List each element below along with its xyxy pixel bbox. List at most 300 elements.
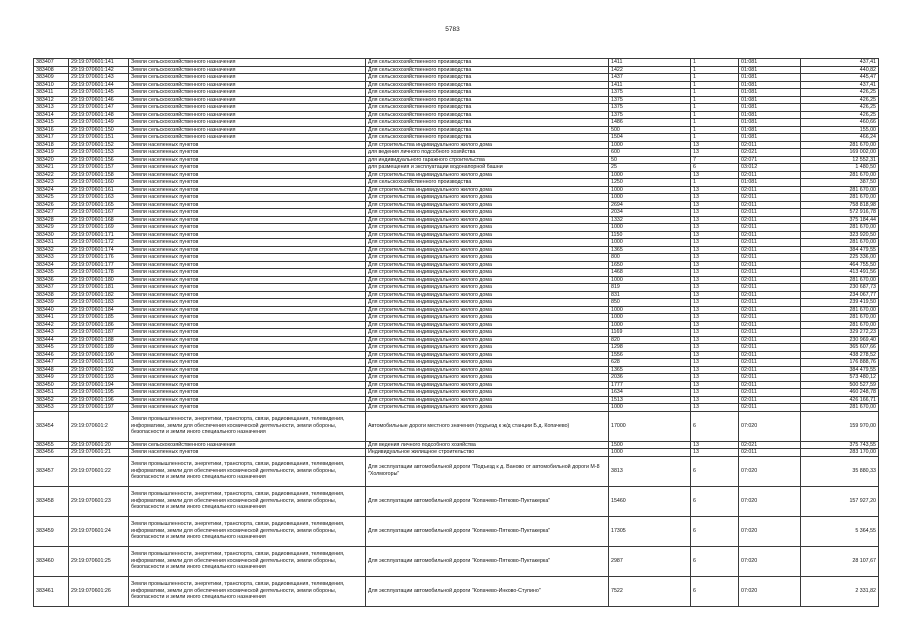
cell-area: 1298 [609, 344, 691, 352]
cell-area: 800 [609, 254, 691, 262]
cell-permitted-use: Для ведения личного подсобного хозяйства [366, 441, 609, 449]
cell-code: 02:071 [739, 156, 801, 164]
cell-value: 437,41 [801, 81, 879, 89]
cell-code: 02:011 [739, 404, 801, 412]
cell-value: 384 479,55 [801, 366, 879, 374]
cell-code: 07:020 [739, 516, 801, 546]
cell-group: 13 [691, 254, 739, 262]
cell-value: 155,00 [801, 126, 879, 134]
cell-land-category: Земли населенных пунктов [129, 381, 366, 389]
cell-value: 384 479,55 [801, 246, 879, 254]
cell-permitted-use: для ведения личного подсобного хозяйства [366, 149, 609, 157]
cell-permitted-use: Для сельскохозяйственного производства [366, 81, 609, 89]
cell-cadastral-number: 29:19:070601:195 [69, 389, 129, 397]
cell-group: 1 [691, 111, 739, 119]
cell-land-category: Земли сельскохозяйственного назначения [129, 111, 366, 119]
cell-area: 600 [609, 149, 691, 157]
cell-code: 02:011 [739, 389, 801, 397]
cell-land-category: Земли сельскохозяйственного назначения [129, 66, 366, 74]
cell-id: 383423 [34, 179, 69, 187]
cell-land-category: Земли населенных пунктов [129, 231, 366, 239]
cell-code: 02:011 [739, 201, 801, 209]
cell-id: 383411 [34, 89, 69, 97]
cell-group: 13 [691, 209, 739, 217]
cell-area: 1000 [609, 224, 691, 232]
cell-code: 07:020 [739, 411, 801, 441]
cell-code: 02:011 [739, 284, 801, 292]
cell-code: 07:020 [739, 486, 801, 516]
cell-value: 281 670,00 [801, 194, 879, 202]
cell-land-category: Земли населенных пунктов [129, 336, 366, 344]
table-row [34, 329, 879, 337]
cell-cadastral-number: 29:19:070601:142 [69, 66, 129, 74]
cell-cadastral-number: 29:19:070601:153 [69, 149, 129, 157]
cell-code: 02:011 [739, 449, 801, 457]
cell-id: 383448 [34, 366, 69, 374]
cell-value: 426,25 [801, 111, 879, 119]
cell-area: 1375 [609, 89, 691, 97]
cell-cadastral-number: 29:19:070601:156 [69, 156, 129, 164]
cell-area: 500 [609, 126, 691, 134]
cell-permitted-use: Для строительства индивидуального жилого дома [366, 201, 609, 209]
cell-area: 1000 [609, 321, 691, 329]
cell-id: 383450 [34, 381, 69, 389]
cell-value: 464 755,50 [801, 261, 879, 269]
cell-group: 13 [691, 291, 739, 299]
cell-code: 01:081 [739, 66, 801, 74]
cell-land-category: Земли сельскохозяйственного назначения [129, 126, 366, 134]
cell-cadastral-number: 29:19:070601:197 [69, 404, 129, 412]
cell-id: 383433 [34, 254, 69, 262]
table-row [34, 576, 879, 606]
cell-land-category: Земли населенных пунктов [129, 171, 366, 179]
cell-area: 1375 [609, 104, 691, 112]
cell-group: 1 [691, 104, 739, 112]
cell-value: 572 916,78 [801, 209, 879, 217]
cell-code: 02:011 [739, 344, 801, 352]
cell-id: 383441 [34, 314, 69, 322]
table-row [34, 74, 879, 82]
cell-cadastral-number: 29:19:070601:172 [69, 239, 129, 247]
cell-permitted-use: Для строительства индивидуального жилого дома [366, 299, 609, 307]
cell-group: 6 [691, 456, 739, 486]
cell-area: 1365 [609, 366, 691, 374]
table-row [34, 89, 879, 97]
cell-id: 383418 [34, 141, 69, 149]
cell-area: 1250 [609, 179, 691, 187]
cell-value: 426,25 [801, 96, 879, 104]
cell-value: 281 670,00 [801, 141, 879, 149]
cell-value: 375 184,44 [801, 216, 879, 224]
cell-value: 281 670,00 [801, 239, 879, 247]
table-row [34, 314, 879, 322]
cell-permitted-use: для размещения и эксплуатации водонапорной башни [366, 164, 609, 172]
table-row [34, 359, 879, 367]
cell-value: 1 480,50 [801, 164, 879, 172]
cell-permitted-use: Для строительства индивидуального жилого дома [366, 239, 609, 247]
cell-permitted-use: Для строительства индивидуального жилого дома [366, 246, 609, 254]
cell-id: 383457 [34, 456, 69, 486]
cell-cadastral-number: 29:19:070601:165 [69, 201, 129, 209]
cell-land-category: Земли населенных пунктов [129, 299, 366, 307]
cell-cadastral-number: 29:19:070601:141 [69, 59, 129, 67]
cell-value: 239 419,50 [801, 299, 879, 307]
cell-value: 5 364,55 [801, 516, 879, 546]
cell-area: 7522 [609, 576, 691, 606]
cell-value: 176 888,76 [801, 359, 879, 367]
cell-id: 383458 [34, 486, 69, 516]
cell-code: 02:011 [739, 254, 801, 262]
table-row [34, 239, 879, 247]
table-row [34, 299, 879, 307]
cell-code: 01:081 [739, 179, 801, 187]
cell-code: 02:011 [739, 216, 801, 224]
cell-group: 13 [691, 261, 739, 269]
cell-group: 1 [691, 179, 739, 187]
cell-permitted-use: Для сельскохозяйственного производства [366, 126, 609, 134]
cell-area: 2694 [609, 201, 691, 209]
cell-cadastral-number: 29:19:070601:152 [69, 141, 129, 149]
table-row [34, 96, 879, 104]
cell-permitted-use: Для сельскохозяйственного производства [366, 96, 609, 104]
cell-land-category: Земли промышленности, энергетики, транспорта, связи, радиовещания, телевидения, информатики, земли для обеспечения космической деятельности, земли обороны, безопасности и земли иного специального назначения [129, 411, 366, 441]
cell-land-category: Земли населенных пунктов [129, 254, 366, 262]
cell-land-category: Земли населенных пунктов [129, 396, 366, 404]
table-row [34, 216, 879, 224]
cell-area: 1437 [609, 74, 691, 82]
cell-id: 383428 [34, 216, 69, 224]
cell-group: 1 [691, 59, 739, 67]
cell-group: 13 [691, 449, 739, 457]
table-row [34, 111, 879, 119]
cell-value: 437,41 [801, 59, 879, 67]
cell-value: 323 920,50 [801, 231, 879, 239]
cell-value: 283 170,00 [801, 449, 879, 457]
cell-code: 01:081 [739, 119, 801, 127]
cell-group: 13 [691, 381, 739, 389]
cell-code: 01:081 [739, 134, 801, 142]
cell-code: 02:011 [739, 351, 801, 359]
cell-area: 1332 [609, 216, 691, 224]
cell-group: 13 [691, 299, 739, 307]
cell-area: 1000 [609, 404, 691, 412]
cell-land-category: Земли населенных пунктов [129, 306, 366, 314]
cell-id: 383431 [34, 239, 69, 247]
cell-cadastral-number: 29:19:070601:167 [69, 209, 129, 217]
cell-permitted-use: Для строительства индивидуального жилого дома [366, 231, 609, 239]
cell-cadastral-number: 29:19:070601:193 [69, 374, 129, 382]
cell-group: 13 [691, 404, 739, 412]
cell-area: 25 [609, 164, 691, 172]
cell-value: 281 670,00 [801, 171, 879, 179]
cell-cadastral-number: 29:19:070601:186 [69, 321, 129, 329]
cell-group: 13 [691, 336, 739, 344]
cell-permitted-use: Для строительства индивидуального жилого дома [366, 186, 609, 194]
cell-cadastral-number: 29:19:070601:182 [69, 291, 129, 299]
cell-id: 383437 [34, 284, 69, 292]
table-row [34, 246, 879, 254]
cell-land-category: Земли населенных пунктов [129, 374, 366, 382]
cell-id: 383453 [34, 404, 69, 412]
table-row [34, 179, 879, 187]
cell-group: 13 [691, 224, 739, 232]
cell-land-category: Земли населенных пунктов [129, 389, 366, 397]
table-row [34, 336, 879, 344]
cell-id: 383434 [34, 261, 69, 269]
cell-id: 383454 [34, 411, 69, 441]
cell-permitted-use: Для строительства индивидуального жилого дома [366, 171, 609, 179]
cell-group: 1 [691, 66, 739, 74]
cell-value: 234 067,77 [801, 291, 879, 299]
cell-code: 01:081 [739, 126, 801, 134]
cell-id: 383413 [34, 104, 69, 112]
cell-cadastral-number: 29:19:070601:21 [69, 449, 129, 457]
table-row [34, 546, 879, 576]
cell-area: 820 [609, 336, 691, 344]
table-row [34, 141, 879, 149]
cell-code: 02:011 [739, 246, 801, 254]
cell-id: 383408 [34, 66, 69, 74]
cell-land-category: Земли населенных пунктов [129, 359, 366, 367]
cell-land-category: Земли промышленности, энергетики, транспорта, связи, радиовещания, телевидения, информатики, земли для обеспечения космической деятельности, земли обороны, безопасности и земли иного специального назначения [129, 546, 366, 576]
table-row [34, 396, 879, 404]
cell-cadastral-number: 29:19:070601:144 [69, 81, 129, 89]
cell-cadastral-number: 29:19:070601:176 [69, 254, 129, 262]
cell-cadastral-number: 29:19:070601:20 [69, 441, 129, 449]
cell-id: 383455 [34, 441, 69, 449]
cell-land-category: Земли населенных пунктов [129, 261, 366, 269]
cell-code: 01:081 [739, 96, 801, 104]
cell-group: 1 [691, 74, 739, 82]
cell-group: 1 [691, 89, 739, 97]
table-row [34, 81, 879, 89]
cell-area: 1513 [609, 396, 691, 404]
cell-code: 02:011 [739, 314, 801, 322]
cell-group: 1 [691, 134, 739, 142]
cell-cadastral-number: 29:19:070601:26 [69, 576, 129, 606]
cell-land-category: Земли населенных пунктов [129, 194, 366, 202]
cell-area: 17305 [609, 516, 691, 546]
cell-id: 383430 [34, 231, 69, 239]
cell-id: 383427 [34, 209, 69, 217]
cell-permitted-use: Для строительства индивидуального жилого дома [366, 351, 609, 359]
cell-area: 1411 [609, 81, 691, 89]
cell-value: 375 743,55 [801, 441, 879, 449]
cell-value: 500 527,59 [801, 381, 879, 389]
cell-code: 02:011 [739, 186, 801, 194]
cell-land-category: Земли населенных пунктов [129, 284, 366, 292]
cell-cadastral-number: 29:19:070601:168 [69, 216, 129, 224]
cell-code: 02:011 [739, 366, 801, 374]
cell-cadastral-number: 29:19:070601:177 [69, 261, 129, 269]
cell-group: 1 [691, 81, 739, 89]
cell-value: 329 272,23 [801, 329, 879, 337]
cell-permitted-use: Для эксплуатации автомобильной дороги "Подъезд к д. Ваново от автомобильной дороги М-8 "Холмогоры" [366, 456, 609, 486]
cell-group: 13 [691, 171, 739, 179]
cell-id: 383422 [34, 171, 69, 179]
cell-value: 445,47 [801, 74, 879, 82]
cell-permitted-use: Для эксплуатации автомобильной дороги "Копачево-Пятково-Пуктакерка" [366, 516, 609, 546]
cell-id: 383435 [34, 269, 69, 277]
cell-code: 02:011 [739, 336, 801, 344]
cell-permitted-use: Для строительства индивидуального жилого дома [366, 284, 609, 292]
cell-land-category: Земли сельскохозяйственного назначения [129, 74, 366, 82]
cell-permitted-use: Для сельскохозяйственного производства [366, 179, 609, 187]
cell-land-category: Земли сельскохозяйственного назначения [129, 119, 366, 127]
cell-land-category: Земли населенных пунктов [129, 366, 366, 374]
cell-value: 35 880,33 [801, 456, 879, 486]
cell-group: 13 [691, 269, 739, 277]
cell-id: 383407 [34, 59, 69, 67]
cell-area: 1169 [609, 329, 691, 337]
cell-code: 01:081 [739, 111, 801, 119]
cell-permitted-use: Для строительства индивидуального жилого дома [366, 141, 609, 149]
cell-permitted-use: Для строительства индивидуального жилого дома [366, 216, 609, 224]
cell-permitted-use: Для строительства индивидуального жилого дома [366, 381, 609, 389]
cell-id: 383439 [34, 299, 69, 307]
cell-id: 383451 [34, 389, 69, 397]
cell-area: 1556 [609, 351, 691, 359]
cell-area: 1000 [609, 306, 691, 314]
cell-permitted-use: Для сельскохозяйственного производства [366, 104, 609, 112]
cell-group: 13 [691, 284, 739, 292]
cell-value: 426,25 [801, 104, 879, 112]
cell-area: 1500 [609, 441, 691, 449]
cell-group: 13 [691, 441, 739, 449]
table-row [34, 134, 879, 142]
cell-cadastral-number: 29:19:070601:157 [69, 164, 129, 172]
cell-permitted-use: Для сельскохозяйственного производства [366, 119, 609, 127]
cell-group: 13 [691, 246, 739, 254]
cell-group: 13 [691, 321, 739, 329]
cell-cadastral-number: 29:19:070601:23 [69, 486, 129, 516]
cell-land-category: Земли населенных пунктов [129, 404, 366, 412]
cell-cadastral-number: 29:19:070601:163 [69, 194, 129, 202]
cell-value: 758 818,98 [801, 201, 879, 209]
cell-area: 1422 [609, 66, 691, 74]
cell-cadastral-number: 29:19:070601:188 [69, 336, 129, 344]
cell-land-category: Земли населенных пунктов [129, 351, 366, 359]
cell-code: 02:011 [739, 194, 801, 202]
cell-cadastral-number: 29:19:070601:25 [69, 546, 129, 576]
cell-cadastral-number: 29:19:070601:160 [69, 179, 129, 187]
cell-id: 383440 [34, 306, 69, 314]
table-row [34, 224, 879, 232]
cell-code: 02:011 [739, 261, 801, 269]
cell-code: 02:011 [739, 381, 801, 389]
cell-permitted-use: Для строительства индивидуального жилого дома [366, 344, 609, 352]
cell-value: 2 331,82 [801, 576, 879, 606]
cell-cadastral-number: 29:19:070601:174 [69, 246, 129, 254]
cell-permitted-use: Для сельскохозяйственного производства [366, 134, 609, 142]
table-row [34, 276, 879, 284]
cell-permitted-use: Для строительства индивидуального жилого дома [366, 209, 609, 217]
cell-permitted-use: Для строительства индивидуального жилого дома [366, 254, 609, 262]
cell-group: 7 [691, 156, 739, 164]
table-row [34, 209, 879, 217]
cell-code: 02:011 [739, 269, 801, 277]
cell-cadastral-number: 29:19:070601:189 [69, 344, 129, 352]
cell-cadastral-number: 29:19:070601:192 [69, 366, 129, 374]
table-row [34, 104, 879, 112]
cell-cadastral-number: 29:19:070601:2 [69, 411, 129, 441]
cell-land-category: Земли населенных пунктов [129, 164, 366, 172]
cell-land-category: Земли населенных пунктов [129, 344, 366, 352]
table-row [34, 456, 879, 486]
cell-cadastral-number: 29:19:070601:161 [69, 186, 129, 194]
cell-id: 383461 [34, 576, 69, 606]
cell-group: 13 [691, 374, 739, 382]
table-row [34, 486, 879, 516]
cell-id: 383432 [34, 246, 69, 254]
cell-land-category: Земли населенных пунктов [129, 314, 366, 322]
cell-land-category: Земли населенных пунктов [129, 449, 366, 457]
cell-group: 13 [691, 194, 739, 202]
cell-cadastral-number: 29:19:070601:187 [69, 329, 129, 337]
cell-area: 2036 [609, 374, 691, 382]
table-row [34, 449, 879, 457]
cell-permitted-use: Для эксплуатации автомобильной дороги "Копачево-Инково-Ступино" [366, 576, 609, 606]
cell-land-category: Земли промышленности, энергетики, транспорта, связи, радиовещания, телевидения, информатики, земли для обеспечения космической деятельности, земли обороны, безопасности и земли иного специального назначения [129, 576, 366, 606]
cell-land-category: Земли населенных пунктов [129, 329, 366, 337]
cell-code: 02:011 [739, 171, 801, 179]
table-row [34, 351, 879, 359]
cell-cadastral-number: 29:19:070601:145 [69, 89, 129, 97]
cell-permitted-use: Для строительства индивидуального жилого дома [366, 336, 609, 344]
cell-land-category: Земли населенных пунктов [129, 201, 366, 209]
cell-value: 460,66 [801, 119, 879, 127]
cell-value: 12 552,31 [801, 156, 879, 164]
cell-land-category: Земли населенных пунктов [129, 321, 366, 329]
cell-permitted-use: Для строительства индивидуального жилого дома [366, 321, 609, 329]
cell-area: 3813 [609, 456, 691, 486]
table-row [34, 186, 879, 194]
cell-land-category: Земли населенных пунктов [129, 186, 366, 194]
cell-area: 1777 [609, 381, 691, 389]
cell-id: 383409 [34, 74, 69, 82]
cell-group: 13 [691, 201, 739, 209]
table-row [34, 344, 879, 352]
cell-permitted-use: Для строительства индивидуального жилого дома [366, 374, 609, 382]
cell-value: 466,24 [801, 134, 879, 142]
cell-group: 1 [691, 96, 739, 104]
cell-permitted-use: Для строительства индивидуального жилого дома [366, 389, 609, 397]
cell-cadastral-number: 29:19:070601:184 [69, 306, 129, 314]
cell-group: 13 [691, 239, 739, 247]
cell-id: 383452 [34, 396, 69, 404]
cell-value: 413 491,56 [801, 269, 879, 277]
cell-id: 383443 [34, 329, 69, 337]
cell-permitted-use: Для строительства индивидуального жилого дома [366, 306, 609, 314]
cell-permitted-use: Для сельскохозяйственного производства [366, 59, 609, 67]
cell-code: 02:011 [739, 306, 801, 314]
cell-code: 02:021 [739, 149, 801, 157]
cell-land-category: Земли населенных пунктов [129, 141, 366, 149]
cell-area: 1000 [609, 449, 691, 457]
cell-group: 13 [691, 351, 739, 359]
cell-group: 13 [691, 306, 739, 314]
cell-id: 383415 [34, 119, 69, 127]
cell-group: 13 [691, 389, 739, 397]
cell-group: 6 [691, 164, 739, 172]
cell-id: 383447 [34, 359, 69, 367]
cell-cadastral-number: 29:19:070601:24 [69, 516, 129, 546]
cell-id: 383436 [34, 276, 69, 284]
table-row [34, 254, 879, 262]
cell-group: 6 [691, 546, 739, 576]
cell-group: 13 [691, 141, 739, 149]
cell-code: 02:011 [739, 231, 801, 239]
